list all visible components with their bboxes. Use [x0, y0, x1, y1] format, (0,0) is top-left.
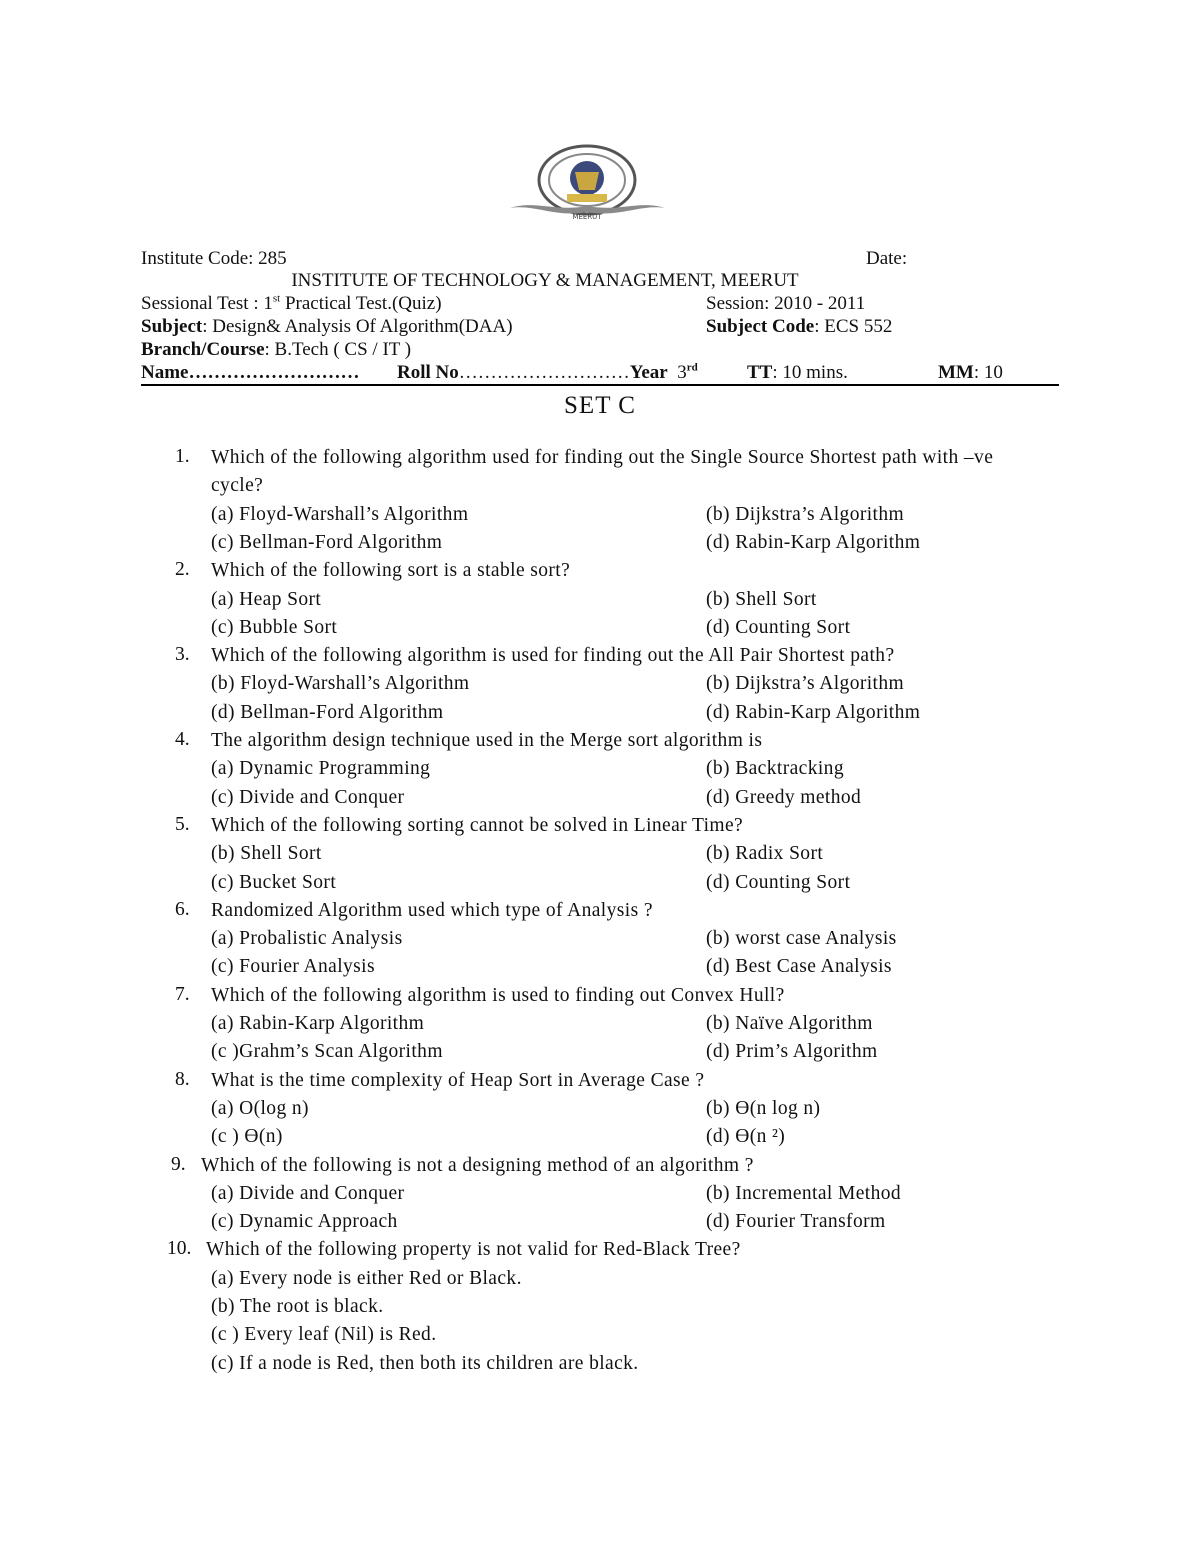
- question-number: 9.: [171, 1153, 186, 1175]
- year-sup: rd: [686, 361, 698, 374]
- option: (b) Radix Sort: [706, 843, 824, 865]
- institute-emblem-icon: [505, 142, 670, 222]
- option: (d) Greedy method: [706, 786, 862, 808]
- option: (a) O(log n): [211, 1097, 309, 1119]
- tt-value: : 10 mins.: [772, 362, 848, 383]
- option: (b) Floyd-Warshall’s Algorithm: [211, 673, 470, 695]
- branch-label: Branch/Course: [141, 339, 265, 360]
- sessional-test: [141, 293, 442, 315]
- institute-code: Institute Code: 285: [141, 248, 287, 269]
- sessional-suffix: Practical Test.(Quiz): [280, 293, 442, 314]
- option: (c) Fourier Analysis: [211, 956, 375, 978]
- option: (c ) Ɵ(n): [211, 1126, 283, 1148]
- option: (c ) Every leaf (Nil) is Red.: [211, 1324, 437, 1346]
- option: (b) worst case Analysis: [706, 928, 897, 950]
- question-text: Which of the following algorithm used for finding out the Single Source Shortest path with –ve: [211, 447, 994, 468]
- subject-label: Subject: [141, 316, 203, 337]
- max-marks: [938, 362, 1003, 384]
- subject-code: [706, 316, 892, 338]
- option: (b) The root is black.: [211, 1296, 384, 1317]
- option: (c) Divide and Conquer: [211, 786, 405, 808]
- option: (a) Rabin-Karp Algorithm: [211, 1013, 425, 1034]
- branch-course: [141, 339, 411, 361]
- option: (b) Dijkstra’s Algorithm: [706, 503, 905, 525]
- question-text: Which of the following is not a designing method of an algorithm ?: [201, 1154, 754, 1176]
- time-total: [747, 362, 848, 384]
- option: (a) Every node is either Red or Black.: [211, 1267, 522, 1289]
- question-number: 8.: [175, 1068, 190, 1090]
- subject: [141, 316, 513, 338]
- option: (d) Ɵ(n ²): [706, 1126, 786, 1148]
- option: (d) Prim’s Algorithm: [706, 1041, 878, 1063]
- question-text: Which of the following property is not valid for Red-Black Tree?: [206, 1239, 741, 1261]
- question-number: 3.: [175, 644, 190, 666]
- roll-dots: ………………………: [458, 362, 630, 383]
- year-label: Year: [629, 362, 668, 383]
- question-number: 1.: [175, 446, 190, 467]
- option: (b) Shell Sort: [706, 588, 817, 610]
- question-text: Randomized Algorithm used which type of Analysis ?: [211, 899, 653, 921]
- sessional-sup: st: [272, 292, 281, 305]
- question-text-cont: cycle?: [211, 475, 264, 497]
- sessional-prefix: Sessional Test : 1: [141, 293, 273, 314]
- option: (d) Best Case Analysis: [706, 956, 892, 978]
- question-text: What is the time complexity of Heap Sort in Average Case ?: [211, 1069, 705, 1091]
- question-text: Which of the following algorithm is used to finding out Convex Hull?: [211, 984, 785, 1006]
- option: (a) Divide and Conquer: [211, 1182, 405, 1204]
- subject-code-value: : ECS 552: [814, 316, 893, 337]
- year-value: 3: [677, 362, 687, 383]
- svg-text:MEERUT: MEERUT: [572, 213, 602, 221]
- tt-label: TT: [747, 362, 773, 383]
- option: (b) Backtracking: [706, 758, 844, 780]
- subject-code-label: Subject Code: [706, 316, 815, 337]
- option: (b) Naïve Algorithm: [706, 1013, 873, 1034]
- name-field: Name………………………: [141, 362, 360, 383]
- option: (a) Heap Sort: [211, 588, 322, 610]
- branch-value: : B.Tech ( CS / IT ): [264, 339, 412, 360]
- option: (c) Dynamic Approach: [211, 1211, 398, 1233]
- question-number: 5.: [175, 813, 190, 835]
- option: (c )Grahm’s Scan Algorithm: [211, 1041, 443, 1063]
- option: (b) Dijkstra’s Algorithm: [706, 673, 905, 695]
- roll-no-field: [397, 362, 698, 384]
- question-text: Which of the following algorithm is used for finding out the All Pair Shortest path?: [211, 645, 895, 667]
- option: (d) Counting Sort: [706, 871, 851, 893]
- question-number: 7.: [175, 983, 190, 1005]
- set-title: SET C: [564, 392, 636, 419]
- option: (a) Dynamic Programming: [211, 758, 431, 780]
- question-text: The algorithm design technique used in the Merge sort algorithm is: [211, 730, 763, 751]
- session: Session: 2010 - 2011: [706, 293, 866, 314]
- institute-name: INSTITUTE OF TECHNOLOGY & MANAGEMENT, MEERUT: [291, 270, 799, 291]
- option: (c) If a node is Red, then both its children are black.: [211, 1352, 639, 1374]
- option: (b) Incremental Method: [706, 1182, 902, 1204]
- option: (d) Fourier Transform: [706, 1211, 886, 1233]
- option: (d) Rabin-Karp Algorithm: [706, 701, 921, 723]
- question-number: 10.: [167, 1238, 192, 1260]
- question-text: Which of the following sort is a stable sort?: [211, 560, 571, 582]
- roll-label: Roll No: [397, 362, 459, 383]
- option: (b) Ɵ(n log n): [706, 1097, 821, 1119]
- option: (b) Shell Sort: [211, 843, 322, 865]
- institute-logo: [505, 142, 670, 222]
- date-label: Date:: [866, 248, 908, 269]
- option: (a) Probalistic Analysis: [211, 928, 403, 950]
- option: (c) Bucket Sort: [211, 871, 337, 893]
- option: (d) Counting Sort: [706, 616, 851, 638]
- mm-value: : 10: [973, 362, 1003, 383]
- option: (d) Rabin-Karp Algorithm: [706, 531, 921, 553]
- subject-value: : Design& Analysis Of Algorithm(DAA): [202, 316, 513, 337]
- question-number: 6.: [175, 898, 190, 920]
- option: (c) Bellman-Ford Algorithm: [211, 531, 443, 553]
- option: (d) Bellman-Ford Algorithm: [211, 701, 444, 723]
- question-text: Which of the following sorting cannot be solved in Linear Time?: [211, 814, 744, 836]
- option: (a) Floyd-Warshall’s Algorithm: [211, 503, 469, 525]
- header-divider: [141, 384, 1059, 386]
- option: (c) Bubble Sort: [211, 616, 338, 638]
- mm-label: MM: [938, 362, 974, 383]
- question-number: 4.: [175, 729, 190, 750]
- question-number: 2.: [175, 559, 190, 581]
